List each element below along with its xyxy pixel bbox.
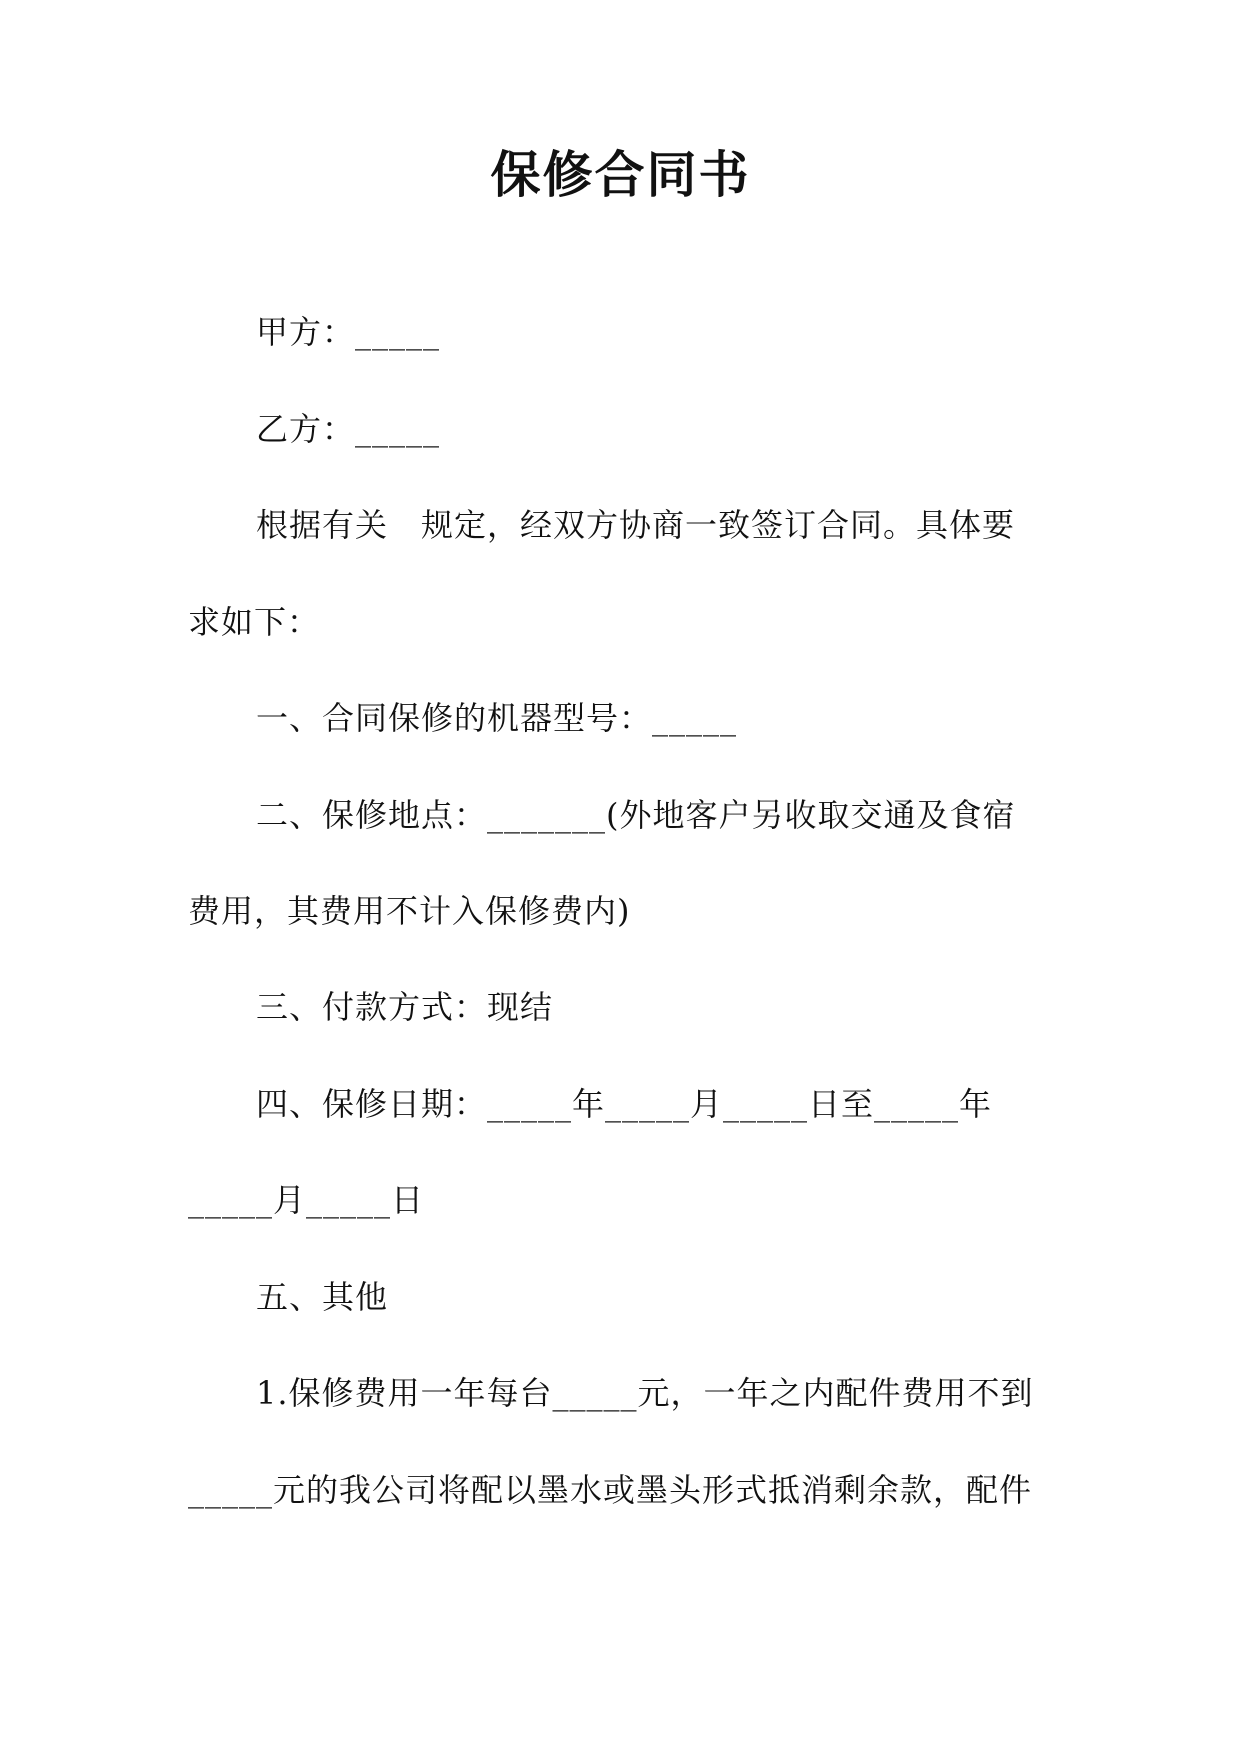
clause-3-line: 三、付款方式：现结: [256, 988, 554, 1026]
clause-5-heading: 五、其他: [256, 1278, 389, 1316]
clause-4-line-1: 四、保修日期：_____年_____月_____日至_____年: [256, 1085, 993, 1123]
party-b-line: 乙方：_____: [256, 410, 441, 448]
intro-line-1: 根据有关 规定，经双方协商一致签订合同。具体要: [256, 506, 1016, 544]
clause-2-line-2: 费用，其费用不计入保修费内): [188, 892, 631, 930]
clause-5-item-1-line-2: _____元的我公司将配以墨水或墨头形式抵消剩余款，配件: [188, 1471, 1033, 1509]
clause-4-line-2: _____月_____日: [188, 1181, 425, 1219]
document-title: 保修合同书: [490, 145, 751, 204]
party-a-line: 甲方：_____: [256, 313, 441, 351]
clause-5-item-1-line-1: 1.保修费用一年每台_____元，一年之内配件费用不到: [256, 1374, 1034, 1412]
intro-line-2: 求如下：: [188, 603, 321, 641]
clause-1-line: 一、合同保修的机器型号：_____: [256, 699, 738, 737]
clause-2-line-1: 二、保修地点：_______(外地客户另收取交通及食宿: [256, 796, 1016, 834]
